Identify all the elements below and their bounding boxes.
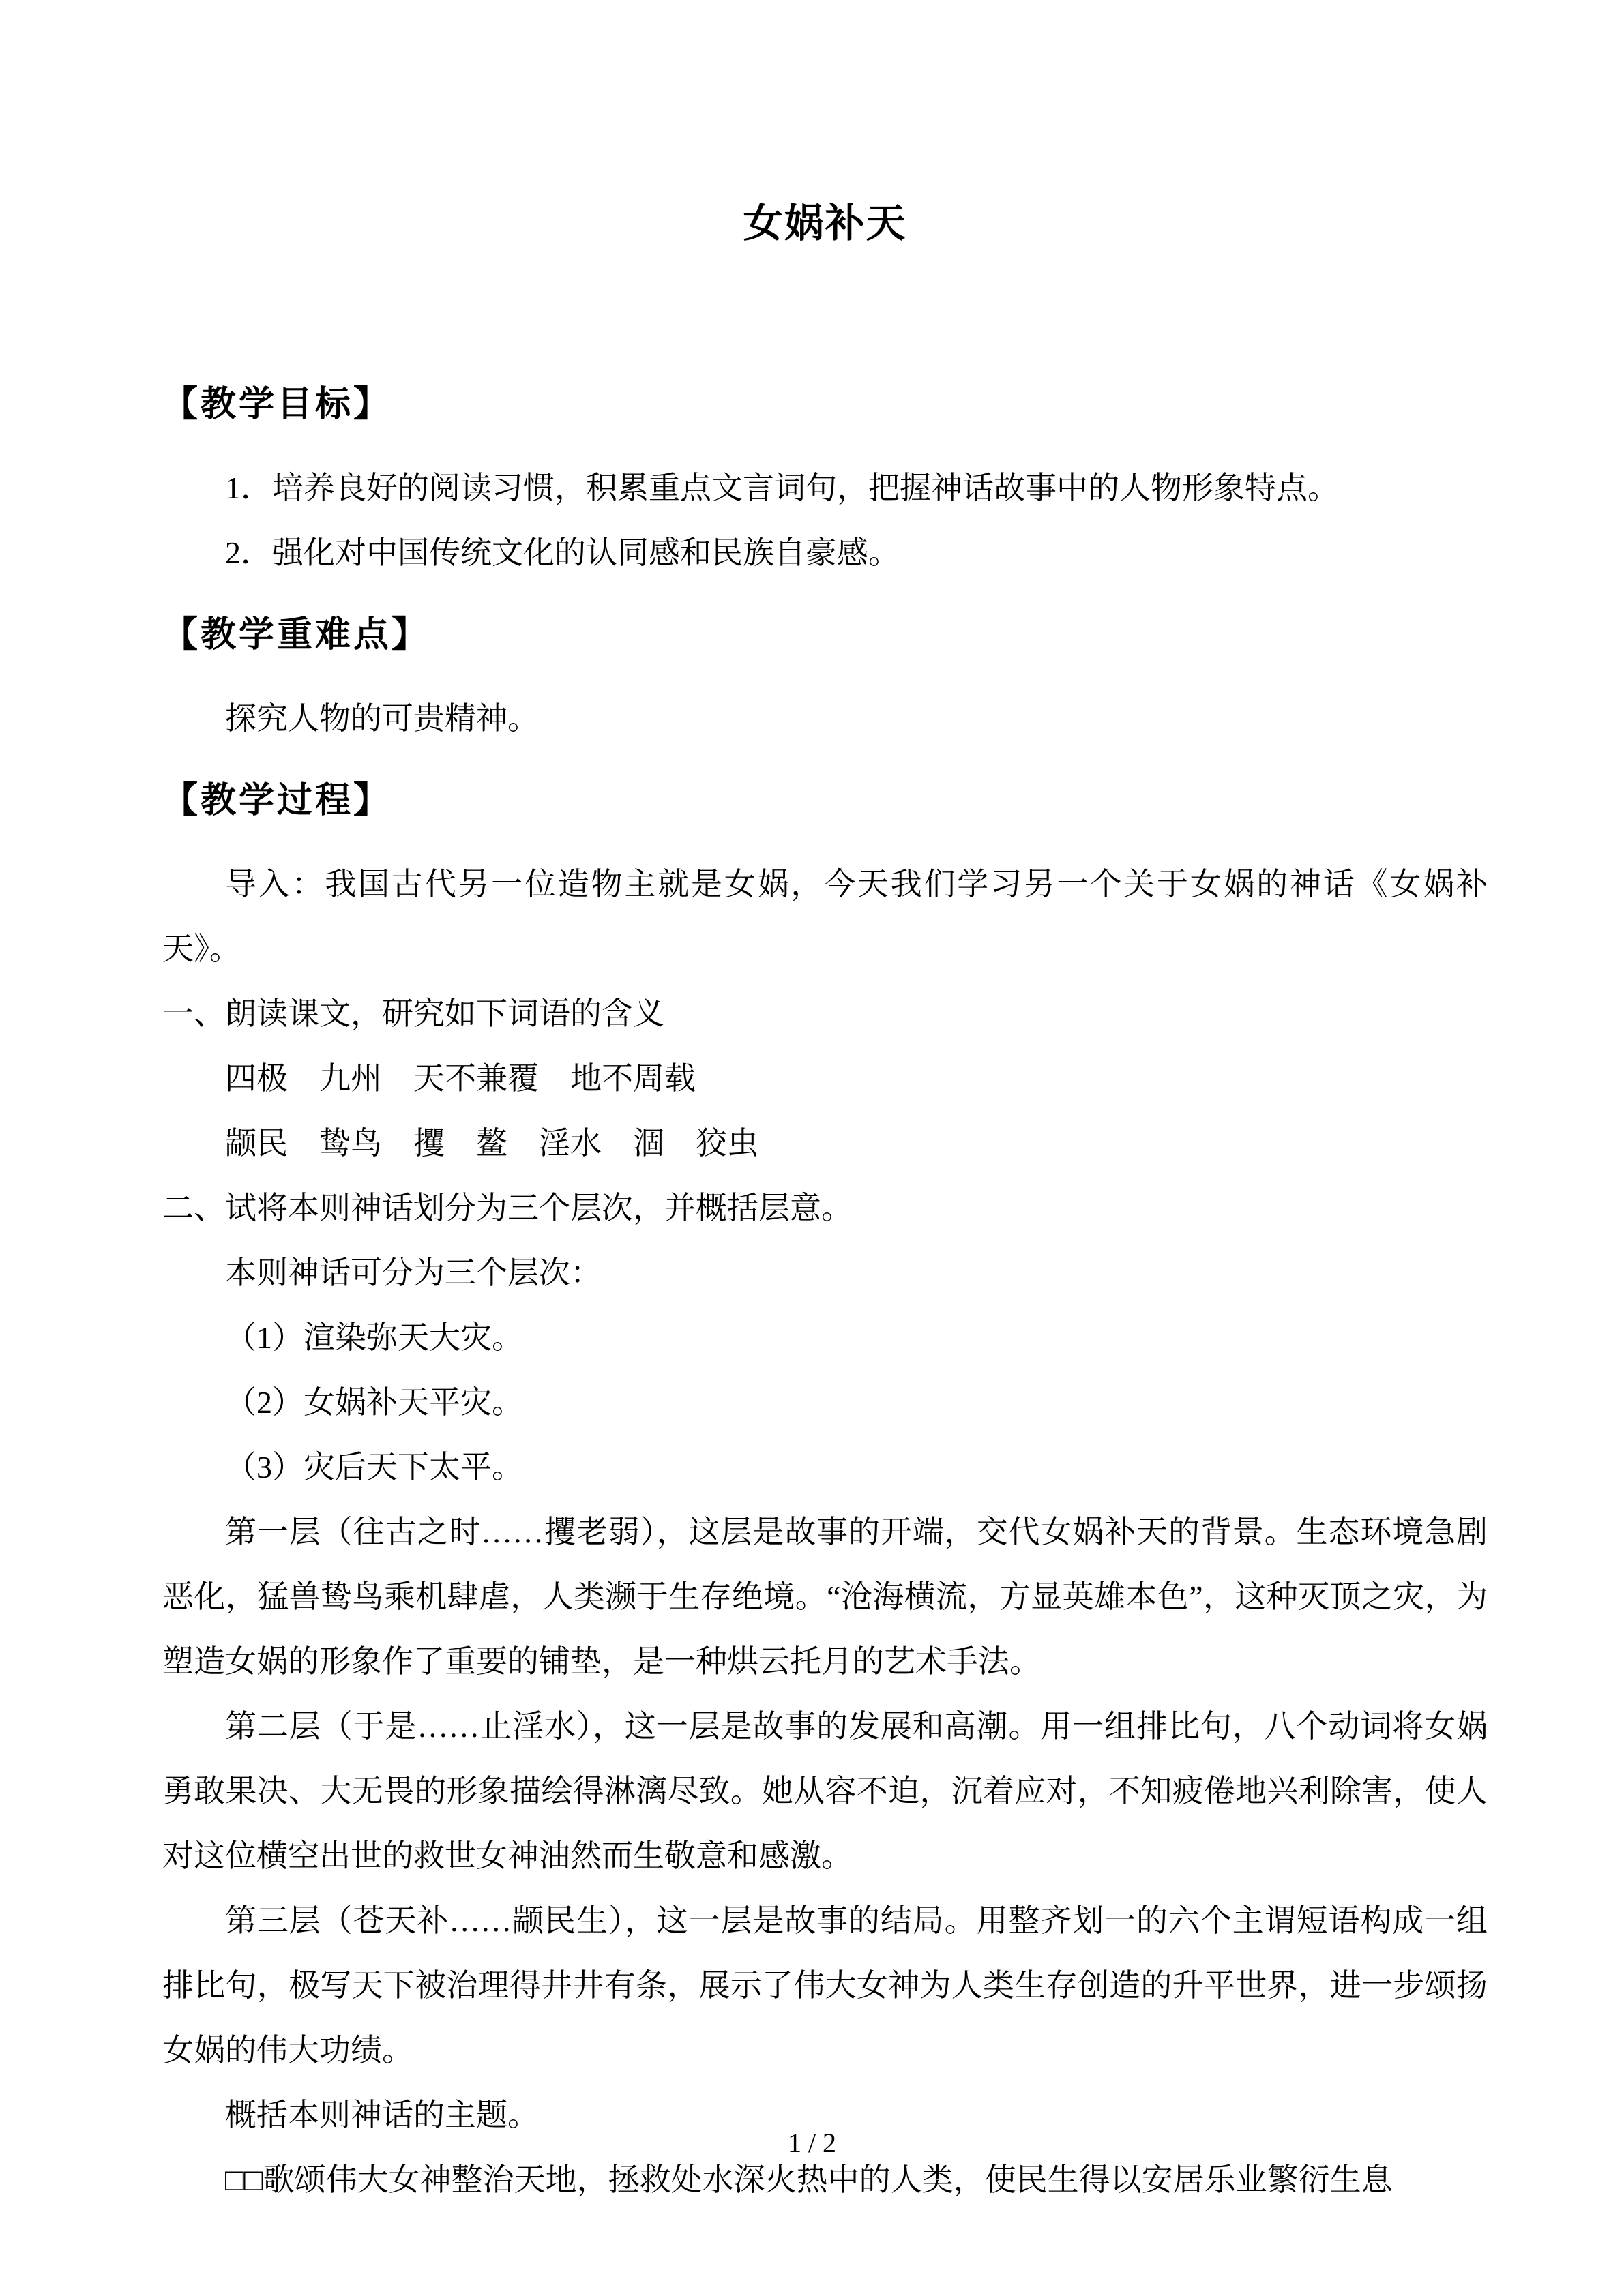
paragraph-level-one-analysis: 第一层（往古之时……攫老弱），这层是故事的开端，交代女娲补天的背景。生态环境急剧恶化，猛兽鸷鸟乘机肆虐，人类濒于生存绝境。“沧海横流，方显英雄本色”，这种灭顶之灾，为塑造女娲的形象作了重要的铺垫，是一种烘云托月的艺术手法。	[162, 1515, 1488, 1679]
footer-page-number: 1 / 2	[787, 2128, 837, 2158]
paragraph-task-two: 二、试将本则神话划分为三个层次，并概括层意。	[162, 1191, 853, 1225]
paragraph-level-two-analysis: 第二层（于是……止淫水），这一层是故事的发展和高潮。用一组排比句，八个动词将女娲勇敢果决、大无畏的形象描绘得淋漓尽致。她从容不迫，沉着应对，不知疲倦地兴利除害，使人对这位横空出世的救世女神油然而生敬意和感激。	[162, 1709, 1488, 1873]
paragraph-goal-1: 1．培养良好的阅读习惯，积累重点文言词句，把握神话故事中的人物形象特点。	[225, 471, 1339, 505]
paragraph-three-levels-intro: 本则神话可分为三个层次：	[225, 1255, 602, 1290]
section-heading-key-difficulties: 【教学重难点】	[162, 616, 430, 655]
document-title: 女娲补天	[743, 201, 907, 245]
paragraph-intro: 导入：我国古代另一位造物主就是女娲，今天我们学习另一个关于女娲的神话《女娲补天》。	[162, 867, 1488, 966]
paragraph-level-three-analysis: 第三层（苍天补……颛民生），这一层是故事的结局。用整齐划一的六个主谓短语构成一组排比句，极写天下被治理得井井有条，展示了伟大女神为人类生存创造的升平世界，进一步颂扬女娲的伟大功绩。	[162, 1903, 1488, 2068]
section-heading-teaching-process: 【教学过程】	[162, 781, 392, 820]
paragraph-word-list-1: 四极 九州 天不兼覆 地不周载	[225, 1061, 696, 1096]
paragraph-task-one: 一、朗读课文，研究如下词语的含义	[162, 996, 664, 1031]
paragraph-goal-2: 2．强化对中国传统文化的认同感和民族自豪感。	[225, 535, 900, 570]
paragraph-theme-prompt: 概括本则神话的主题。	[225, 2098, 539, 2132]
paragraph-theme-summary: □□歌颂伟大女神整治天地，拯救处水深火热中的人类，使民生得以安居乐业繁衍生息	[225, 2162, 1393, 2197]
paragraph-level-list-1: （1）渲染弥天大灾。	[225, 1320, 523, 1355]
paragraph-key-difficulty: 探究人物的可贵精神。	[225, 701, 539, 736]
paragraph-word-list-2: 颛民 鸷鸟 攫 鳌 淫水 涸 狡虫	[225, 1126, 758, 1161]
paragraph-level-list-3: （3）灾后天下太平。	[225, 1450, 523, 1485]
section-heading-teaching-goals: 【教学目标】	[162, 385, 392, 424]
paragraph-level-list-2: （2）女娲补天平灾。	[225, 1385, 523, 1420]
